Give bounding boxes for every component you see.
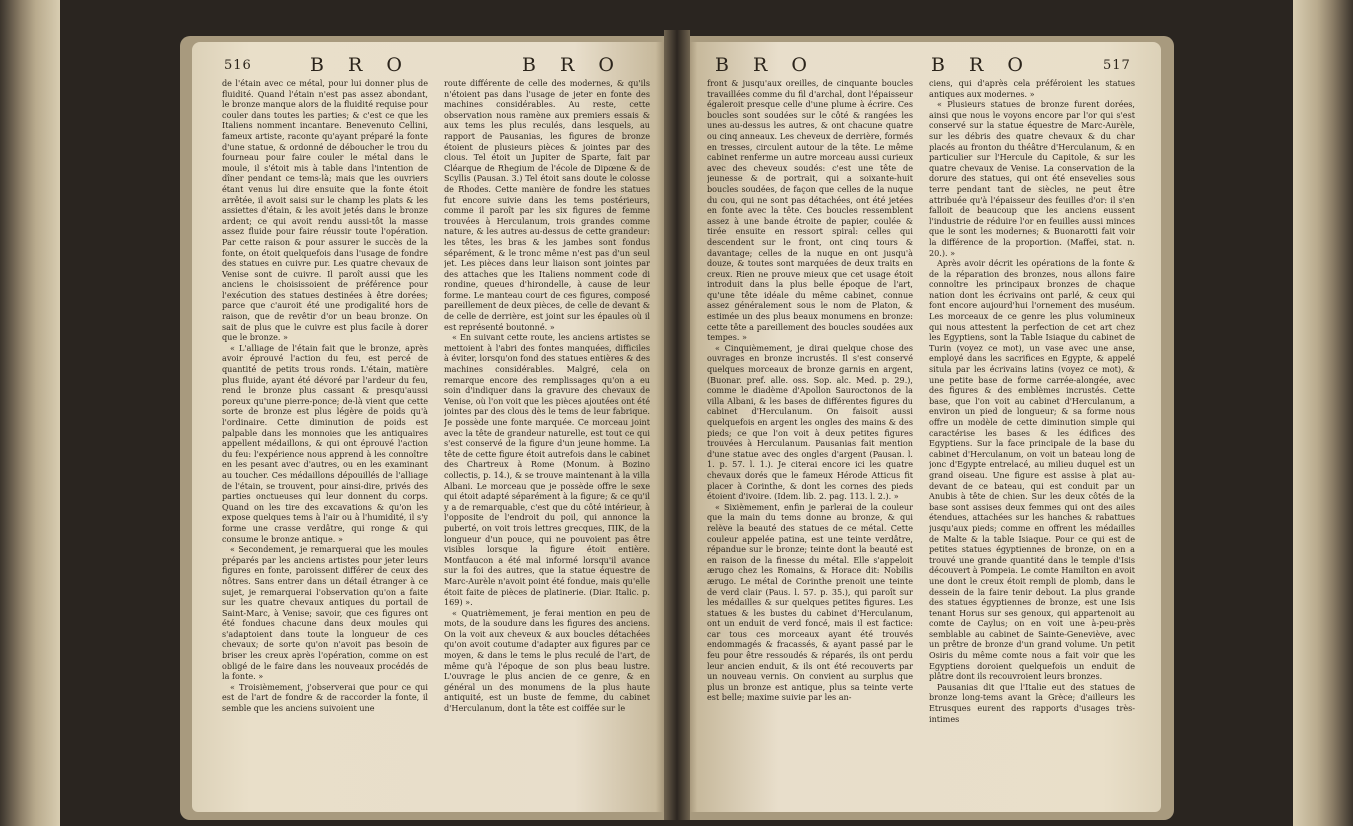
page-number: 517 [1103,58,1131,73]
running-head: B R O [931,54,1032,76]
left-page [192,42,670,812]
text-column-1 [707,78,913,802]
paragraph: « Troisièmement, j'observerai que pour ce qui est de l'art de fondre & de raccorder la fonte, il semble que les anciens suivoient une [222,681,428,714]
right-page-edges [1293,0,1353,826]
running-head: B R O [522,54,623,76]
running-head: B R O [715,54,816,76]
paragraph: « Cinquièmement, je dirai quelque chose des ouvrages en bronze incrustés. Il s'est conservé quelques morceaux de bronze garnis en argent, (Buonar. pref. alle. oss. Sop. alc. Med. p. 29.), comme le diadème d'Apollon Sauroctonos de la villa Albani, & les bases de différentes figures du cabinet d'Herculanum. On faisoit aussi quelquefois en argent les ongles des mains & des pieds; ce que l'on voit à deux petites figures trouvées à Herculanum. Pausanias fait mention d'une statue avec des ongles d'argent (Pausan. l. 1. p. 57. l. 1.). Je citerai encore ici les quatre chevaux dorés que le fameux Hérode Atticus fit placer à Corinthe, & dont les cornes des pieds étoient d'ivoire. (Idem. lib. 2. pag. 113. l. 2.). » [707,342,913,502]
paragraph: « En suivant cette route, les anciens artistes se mettoient à l'abri des fontes manquées, difficiles à éviter, lorsqu'on fond des statues entières & des machines considérables. Malgré, cela on remarque encore des remplissages qu'on a eu soin d'indiquer dans la gravure des chevaux de Venise, où l'on voit que les pièces ajoutées ont été jointes par des clous dès le tems de leur fabrique. Je possède une fonte marquée. Ce morceau joint avec la tête de grandeur naturelle, est tout ce qui s'est conservé de la figure d'un jeune homme. La tête de cette figure étoit autrefois dans le cabinet des Chartreux à Rome (Monum. à Bozino collectis, p. 14.), & se trouve maintenant à la villa Albani. Le morceau que je possède offre le sexe qui étoit adapté séparément à la figure; & ce qu'il y a de remarquable, c'est que du côté intérieur, à l'opposite de l'endroit du poil, qui annonce la puberté, on voit trois lettres grecques, ΠΙΚ, de la longueur d'un pouce, qui ne pouvoient pas être visibles lorsque la figure étoit entière. Montfaucon a été mal informé lorsqu'il avance sur la foi des autres, que la statue équestre de Marc-Aurèle n'avoit point été fondue, mais qu'elle étoit faite de pièces de platinerie. (Diar. Italic. p. 169) ». [444,332,650,608]
paragraph: « L'alliage de l'étain fait que le bronze, après avoir éprouvé l'action du feu, est percé de quantité de petits trous ronds. L'étain, matière plus fluide, ayant été dévoré par l'ardeur du feu, rend le bronze plus cassant & presqu'aussi poreux qu'une pierre-ponce; de-là vient que cette sorte de bronze est plus légère de poids qu'à l'ordinaire. Cette diminution de poids est palpable dans les monnoies que les antiquaires appellent médaillons, & qui ont éprouvé l'action du feu: l'expérience nous apprend à les connoître en les pesant avec d'autres, ou en les examinant au toucher. Ces médaillons dépouillés de l'alliage de l'étain, se trouvent, pour ainsi-dire, privés des parties onctueuses qui leur donnent du corps. Quand on les tire des excavations & qu'on les expose quelques tems à l'air ou à l'humidité, il s'y forme une crasse verdâtre, qui ronge & qui consume le bronze antique. » [222,342,428,544]
paragraph: Après avoir décrit les opérations de la fonte & de la réparation des bronzes, nous allons faire connoître les principaux bronzes de chaque nation dont les écrivains ont parlé, & ceux qui font encore aujourd'hui l'ornement des muséum. Les morceaux de ce genre les plus volumineux qui nous attestent la perfection de cet art chez les Egyptiens, sont la Table Isiaque du cabinet de Turin (voyez ce mot), un vase avec une anse, employé dans les sacrifices en Egypte, & appelé situla par les écrivains latins (voyez ce mot), & une petite base de forme carrée-alongée, avec des figures & des emblèmes incrustés. Cette base, que l'on voit au cabinet d'Herculanum, a environ un pied de longueur; & sa forme nous offre un modèle de cette diminution simple qui caractérise les bases & les édifices des Egyptiens. Sur la face principale de la base du cabinet d'Herculanum, on voit un bateau long de jonc d'Egypte entrelacé, au milieu duquel est un grand oiseau. Une figure est assise à plat au-devant de ce bateau, qui est conduit par un Anubis à tête de chien. Sur les deux côtés de la base sont assises deux femmes qui ont des ailes étendues, attachées sur les hanches & rabattues jusqu'aux pieds; comme en offrent les médailles de Malte & la table Isiaque. Pour ce qui est de petites statues égyptiennes de bronze, on en a trouvé une grande quantité dans le temple d'Isis découvert à Pompeia. Le comte Hamilton en avoit une dont le creux étoit rempli de plomb, dans le dessein de la faire tenir debout. La plus grande des statues égyptiennes de bronze, est une Isis tenant Horus sur ses genoux, qui appartenoit au comte de Caylus; on en voit une à-peu-près semblable au cabinet de Sainte-Geneviève, avec un prêtre de bronze d'un grand volume. Un petit Osiris du même comte nous a fait voir que les Egyptiens doroient quelquefois un enduit de plâtre dont ils recouvroient leurs bronzes. [929,258,1135,682]
paragraph: « Sixièmement, enfin je parlerai de la couleur que la main du tems donne au bronze, & qui relève la beauté des statues de ce métal. Cette couleur appelée patina, est une teinte verdâtre, répandue sur le bronze; teinte dont la beauté est en raison de la finesse du métal. Elle s'appeloit ærugo chez les Romains, & Horace dit: Nobilis ærugo. Le métal de Corinthe prenoit une teinte de verd clair (Paus. l. 57. p. 35.), qui paroît sur les médailles & sur quelques petites figures. Les statues & les bustes du cabinet d'Herculanum, ont un enduit de verd foncé, mais il est factice: car tous ces morceaux ayant été trouvés endommagés & fracassés, & ayant passé par le feu pour être ressoudés & réparés, ils ont perdu leur ancien enduit, & ils ont été recouverts par un nouveau vernis. On convient au surplus que plus un bronze est antique, plus sa teinte verte est belle; maxime suivie par les an- [707,501,913,703]
paragraph: Pausanias dit que l'Italie eut des statues de bronze long-tems avant la Grèce; d'ailleurs les Etrusques eurent des rapports d'usages très-intimes [929,681,1135,724]
running-head: B R O [310,54,411,76]
page-number: 516 [224,58,252,73]
paragraph: « Quatrièmement, je ferai mention en peu de mots, de la soudure dans les figures des anciens. On la voit aux cheveux & aux boucles détachées qu'on avoit coutume d'adapter aux figures par ce moyen, & dans le tems le plus reculé de l'art, de même qu'à l'époque de son plus beau lustre. L'ouvrage le plus ancien de ce genre, & en général un des monumens de la plus haute antiquité, est un buste de femme, du cabinet d'Herculanum, dont la tête est coiffée sur le [444,607,650,714]
paragraph: « Plusieurs statues de bronze furent dorées, ainsi que nous le voyons encore par l'or qui s'est conservé sur la statue équestre de Marc-Aurèle, sur les débris des quatre chevaux & du char placés au fronton du théâtre d'Herculanum, & en particulier sur l'Hercule du Capitole, & sur les quatre chevaux de Venise. La conservation de la dorure des statues, qui ont été ensevelies sous terre pendant tant de siècles, ne peut être attribuée qu'à l'épaisseur des feuilles d'or: il s'en falloit de beaucoup que les anciens eussent l'industrie de réduire l'or en feuilles aussi minces que le sont les modernes; & Buonarotti fait voir la différence de la proportion. (Maffei, stat. n. 20.). » [929,99,1135,258]
paragraph: ciens, qui d'après cela préféroient les statues antiques aux modernes. » [929,78,1135,99]
paragraph: route différente de celle des modernes, & qu'ils n'étoient pas dans l'usage de jeter en fonte des machines considérables. Au reste, cette observation nous ramène aux premiers essais & aux tems les plus reculés, dans lesquels, au rapport de Pausanias, les figures de bronze étoient de plusieurs pièces & jointes par des clous. Tel étoit un Jupiter de Sparte, fait par Cléarque de Rhegium de l'école de Dipœne & de Scyllis (Pausan. 3.) Tel étoit sans doute le colosse de Rhodes. Cette manière de fondre les statues fut encore suivie dans les tems postérieurs, comme il paroît par les six figures de femme trouvées à Herculanum, trois grandes comme nature, & les autres au-dessus de cette grandeur: les têtes, les bras & les jambes sont fondus séparément, & le tronc même n'est pas d'un seul jet. Les pièces dans leur liaison sont jointes par des attaches que les Italiens nomment code di rondine, queues d'hirondelle, à cause de leur forme. Le manteau court de ces figures, composé pareillement de deux pièces, de celle de devant & de celle de derrière, est joint sur les épaules où il est représenté boutonné. » [444,78,650,332]
text-column-2 [444,78,650,802]
left-page-edges [0,0,60,826]
right-page-header [683,52,1161,78]
paragraph: front & jusqu'aux oreilles, de cinquante boucles travaillées comme du fil d'archal, dont l'épaisseur égaleroit presque celle d'une plume à écrire. Ces boucles sont soudées sur le côté & rangées les unes au-dessus les autres, & ont chacune quatre ou cinq anneaux. Les cheveux de derrière, formés en tresses, circulent autour de la tête. Le même cabinet renferme un autre morceau aussi curieux avec des cheveux soudés: c'est une tête de jeunesse & de portrait, qui a soixante-huit boucles soudées, de façon que celles de la nuque du cou, qui ne sont pas détachées, ont été jetées en fonte avec la tête. Ces boucles ressemblent assez à une bande étroite de papier, coulée & tirée ensuite en ressort spiral: celles qui descendent sur le front, ont cinq tours & davantage; celles de la nuque en ont jusqu'à douze, & toutes sont marquées de deux traits en creux. Rien ne prouve mieux que cet usage étoit introduit dans la plus belle époque de l'art, qu'une tête idéale du même cabinet, connue assez généralement sous le nom de Platon, & estimée un des plus beaux monumens en bronze: cette tête a pareillement des boucles soudées aux tempes. » [707,78,913,343]
right-page [683,42,1161,812]
text-column-2 [929,78,1135,802]
paragraph: « Secondement, je remarquerai que les moules préparés par les anciens artistes pour jeter leurs figures en fonte, paroissent différer de ceux des nôtres. Sans entrer dans un détail étranger à ce sujet, je remarquerai l'observation qu'on a faite sur les quatre chevaux antiques du portail de Saint-Marc, à Venise; savoir, que ces figures ont été fondues chacune dans deux moules qui s'adaptoient dans toute la longueur de ces chevaux; de sorte qu'on n'avoit pas besoin de briser les creux après l'opération, comme on est obligé de le faire dans les nouveaux procédés de la fonte. » [222,544,428,682]
book-gutter [664,30,690,820]
text-column-1 [222,78,428,802]
left-page-header [192,52,670,78]
paragraph: de l'étain avec ce métal, pour lui donner plus de fluidité. Quand l'étain n'est pas assez abondant, le bronze manque alors de la fluidité requise pour couler dans toutes les parties; & c'est ce que les Italiens nomment incantare. Benevenuto Cellini, fameux artiste, raconte qu'ayant préparé la fonte d'une statue, & ordonné de déboucher le trou du fourneau pour faire couler le métal dans le moule, il s'étoit mis à table dans l'intention de dîner pendant ce tems-là; mais que les ouvriers étant venus lui dire ensuite que la fonte étoit arrêtée, il avoit saisi sur le champ les plats & les assiettes d'étain, & les avoit jetés dans le bronze ardent; ce qui avoit rendu aussi-tôt la masse assez fluide pour faire réussir toute l'opération. Par cette raison & pour assurer le succès de la fonte, on étoit quelquefois dans l'usage de fondre des statues en cuivre pur. Les quatre chevaux de Venise sont de cuivre. Il paroît aussi que les anciens le choisissoient de préférence pour l'exécution des statues destinées à être dorées; parce que c'auroit été une prodigalité hors de raison, que de revêtir d'or un beau bronze. On sait de plus que le cuivre est plus facile à dorer que le bronze. » [222,78,428,343]
